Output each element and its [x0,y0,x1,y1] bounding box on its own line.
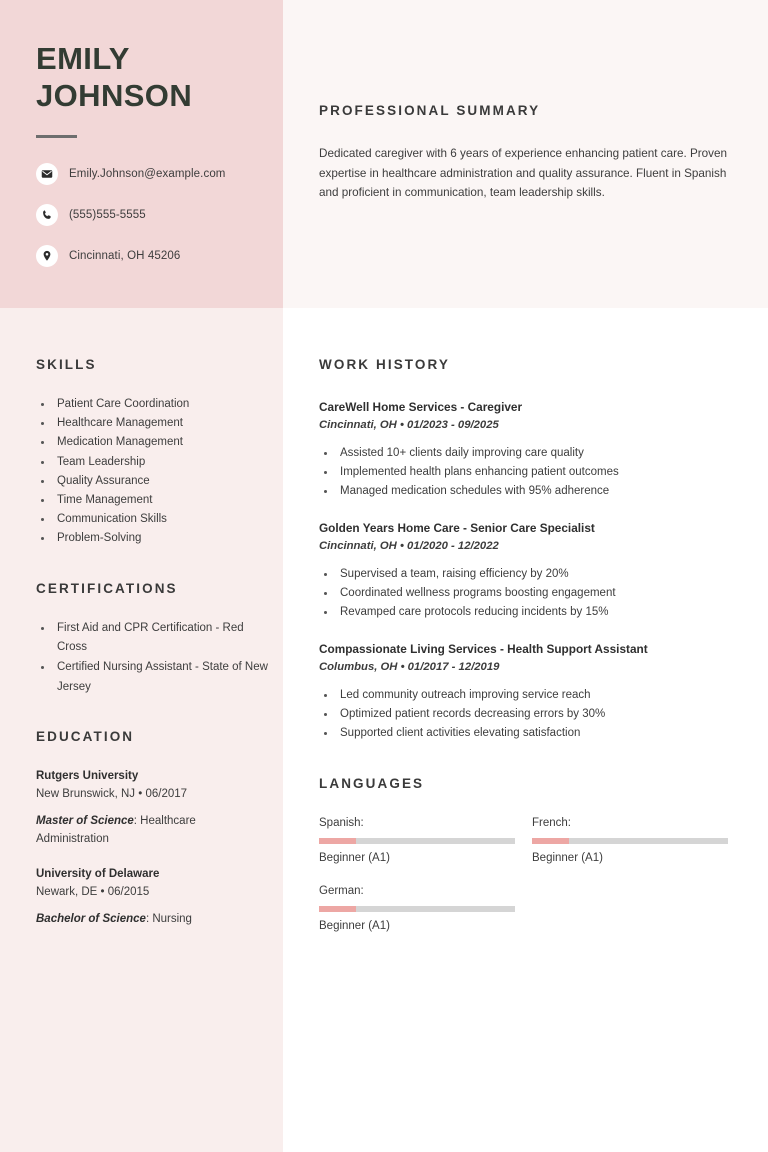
job-title: Golden Years Home Care - Senior Care Specialist [319,521,595,535]
professional-summary-heading: PROFESSIONAL SUMMARY [319,103,541,118]
education-entry [36,865,268,928]
languages-section [319,776,739,951]
job-bullet: Supported client activities elevating satisfaction [319,724,739,743]
job-bullet-list [319,444,739,501]
skill-item: Problem-Solving [36,529,268,548]
skill-item: Communication Skills [36,510,268,529]
first-name: EMILY [36,41,130,76]
identity-block [36,40,276,138]
language-proficiency-bar [319,838,515,844]
languages-heading: LANGUAGES [319,776,425,791]
education-place-date: New Brunswick, NJ • 06/2017 [36,788,188,800]
job-bullet: Managed medication schedules with 95% adherence [319,482,739,501]
education-degree-label: Master of Science [36,815,134,827]
name-divider [36,135,77,138]
skill-item: Medication Management [36,433,268,452]
certifications-heading: CERTIFICATIONS [36,581,178,596]
education-entries [36,767,268,928]
certifications-section [36,581,268,698]
education-degree-label: Bachelor of Science [36,913,146,925]
contact-list [36,160,281,283]
education-school: University of Delaware [36,868,160,880]
job-bullet-list [319,686,739,743]
certifications-list [36,619,268,697]
certification-item: Certified Nursing Assistant - State of New Jersey [36,658,268,696]
work-history-section [319,357,739,743]
job-location-dates: Cincinnati, OH • 01/2020 - 12/2022 [319,540,499,552]
work-history-entry [319,641,739,743]
job-bullet: Optimized patient records decreasing errors by 30% [319,705,739,724]
job-bullet: Implemented health plans enhancing patient outcomes [319,463,739,482]
language-item [319,815,532,866]
language-proficiency-bar [532,838,728,844]
work-history-entry [319,520,739,622]
contact-phone-text: (555)555-5555 [69,209,146,221]
skills-heading: SKILLS [36,357,97,372]
professional-summary-section [319,103,739,203]
language-level: Beginner (A1) [319,852,390,864]
education-entry [36,767,268,848]
language-proficiency-fill [319,838,356,844]
job-location-dates: Cincinnati, OH • 01/2023 - 09/2025 [319,419,499,431]
skill-item: Healthcare Management [36,414,268,433]
job-bullet: Supervised a team, raising efficiency by 20% [319,565,739,584]
education-place-date: Newark, DE • 06/2015 [36,886,150,898]
job-bullet-list [319,565,739,622]
map-pin-icon [36,245,58,267]
contact-email-text: Emily.Johnson@example.com [69,168,226,180]
language-name: German: [319,885,364,897]
skill-item: Patient Care Coordination [36,395,268,414]
job-bullet: Revamped care protocols reducing incidents by 15% [319,603,739,622]
envelope-icon [36,163,58,185]
work-history-heading: WORK HISTORY [319,357,450,372]
phone-icon [36,204,58,226]
language-proficiency-fill [319,906,356,912]
language-proficiency-fill [532,838,569,844]
contact-location-text: Cincinnati, OH 45206 [69,250,181,262]
language-proficiency-bar [319,906,515,912]
work-history-entries [319,399,739,743]
job-title: CareWell Home Services - Caregiver [319,400,523,414]
job-bullet: Coordinated wellness programs boosting engagement [319,584,739,603]
contact-phone[interactable] [36,201,281,229]
skills-list [36,395,268,549]
skill-item: Quality Assurance [36,472,268,491]
language-name: Spanish: [319,817,364,829]
job-bullet: Led community outreach improving service reach [319,686,739,705]
education-section [36,729,268,928]
skills-section [36,357,268,549]
language-item [532,815,745,866]
job-location-dates: Columbus, OH • 01/2017 - 12/2019 [319,661,500,673]
language-item [319,883,532,934]
education-heading: EDUCATION [36,729,135,744]
education-degree [36,812,268,848]
certification-item: First Aid and CPR Certification - Red Cross [36,619,268,657]
education-degree-field: : Healthcare Administration [36,815,196,845]
languages-grid [319,815,745,951]
language-level: Beginner (A1) [532,852,603,864]
language-level: Beginner (A1) [319,920,390,932]
education-degree-field: : Nursing [145,913,192,925]
skill-item: Team Leadership [36,453,268,472]
contact-email[interactable] [36,160,281,188]
last-name: JOHNSON [36,78,193,113]
job-title: Compassionate Living Services - Health Support Assistant [319,642,648,656]
job-bullet: Assisted 10+ clients daily improving care quality [319,444,739,463]
education-school: Rutgers University [36,770,139,782]
work-history-entry [319,399,739,501]
language-name: French: [532,817,571,829]
education-degree [36,910,268,928]
skill-item: Time Management [36,491,268,510]
contact-location[interactable] [36,242,281,270]
professional-summary-text: Dedicated caregiver with 6 years of experience enhancing patient care. Proven expertise in healthcare administration and quality assurance. Fluent in Spanish and proficient in communication, team leadership skills. [319,147,728,199]
